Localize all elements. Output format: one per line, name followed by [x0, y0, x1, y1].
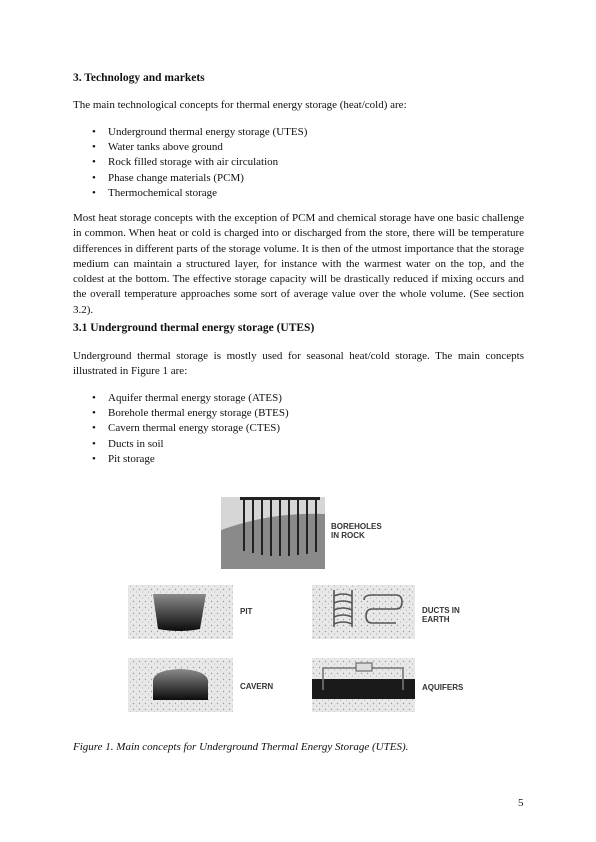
figure-caption: Figure 1. Main concepts for Underground Thermal Energy Storage (UTES). [73, 741, 409, 753]
cavern-label: CAVERN [240, 682, 274, 691]
list-item: • Cavern thermal energy storage (CTES) [92, 421, 289, 436]
list-item: • Ducts in soil [92, 437, 289, 452]
list-item: • Thermochemical storage [92, 186, 307, 201]
section-3-heading: 3. Technology and markets [73, 72, 205, 84]
list-item: • Water tanks above ground [92, 140, 307, 155]
list-item: • Pit storage [92, 452, 289, 467]
list-item: • Phase change materials (PCM) [92, 171, 307, 186]
list-item: • Rock filled storage with air circulation [92, 155, 307, 170]
pit-label: PIT [240, 607, 253, 616]
ducts-diagram [312, 585, 415, 639]
list-item: • Aquifer thermal energy storage (ATES) [92, 391, 289, 406]
ducts-label-line2: EARTH [422, 615, 450, 624]
cavern-diagram [128, 658, 233, 712]
section-3-intro: The main technological concepts for thermal energy storage (heat/cold) are: [73, 99, 407, 111]
boreholes-label-line2: IN ROCK [331, 531, 365, 540]
section-3-1-intro: Underground thermal storage is mostly used for seasonal heat/cold storage. The main concepts illustrated in Figure 1 are: [73, 350, 524, 378]
list-item: • Underground thermal energy storage (UTES) [92, 125, 307, 140]
aquifers-diagram [312, 658, 415, 712]
list-item: • Borehole thermal energy storage (BTES) [92, 406, 289, 421]
ducts-label-line1: DUCTS IN [422, 606, 460, 615]
boreholes-diagram [221, 497, 325, 569]
section-3-1-heading: 3.1 Underground thermal energy storage (UTES) [73, 322, 315, 334]
page-number: 5 [518, 797, 524, 809]
aquifers-label: AQUIFERS [422, 683, 464, 692]
section-3-body-paragraph: Most heat storage concepts with the exception of PCM and chemical storage have one basic challenge in common. When heat or cold is charged into or discharged from the store, there will be temperature differences in different parts of the storage volume. It is then of the utmost importance that the storage medium can maintain a structured layer, for instance with the warmest water on the top, and the coldest at the bottom. The effective storage capacity will be drastically reduced if mixing occurs and the overall temperature approaches some sort of average value over the whole volume. (See section 3.2). [73, 212, 524, 316]
boreholes-label-line1: BOREHOLES [331, 522, 382, 531]
pit-diagram [128, 585, 233, 639]
